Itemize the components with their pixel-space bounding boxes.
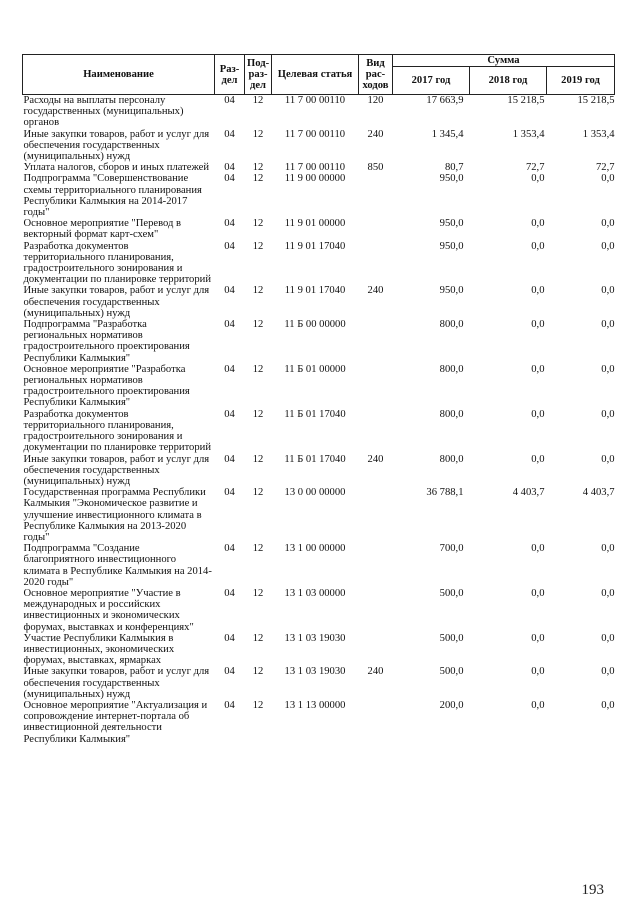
row-sum-2018: 0,0	[531, 319, 545, 331]
row-sum-2018: 0,0	[531, 408, 545, 420]
header-podrazdel: Под-раз-дел	[245, 55, 272, 95]
row-name: Разработка документов территориального планирования, градостроительного зонирования и документации по планировке территорий	[23, 240, 211, 286]
row-target-article: 11 7 00 00110	[284, 95, 346, 106]
header-vid: Вид рас-ходов	[359, 55, 393, 95]
row-razdel: 04	[224, 587, 235, 599]
row-name: Основное мероприятие "Перевод в векторный формат карт-схем"	[23, 218, 182, 241]
row-sum-2019: 0,0	[601, 363, 615, 375]
row-name: Подпрограмма "Разработка региональных нормативов градостроительного проектирования Республики Калмыкия"	[23, 319, 190, 364]
row-sum-2019: 0,0	[601, 218, 615, 230]
row-sum-2017: 800,0	[439, 453, 464, 465]
row-expense-type	[359, 633, 393, 667]
row-target-article: 11 9 00 00000	[284, 173, 346, 185]
header-year-2019: 2019 год	[547, 67, 615, 95]
row-podrazdel: 12	[252, 162, 264, 174]
row-target-article: 11 7 00 00110	[284, 128, 346, 140]
table-row	[23, 162, 615, 173]
row-podrazdel: 12	[252, 632, 264, 644]
row-expense-type	[359, 319, 393, 364]
row-target-article: 11 Б 01 17040	[284, 453, 346, 465]
row-razdel: 04	[224, 543, 235, 555]
row-sum-2017: 950,0	[439, 285, 464, 297]
row-razdel: 04	[224, 363, 235, 375]
row-razdel: 04	[224, 128, 235, 140]
row-name: Участие Республики Калмыкия в инвестиционных, экономических форумах, выставках, ярмарках	[23, 632, 175, 667]
row-name: Подпрограмма "Совершенствование схемы территориального планирования Республики Калмыкия на 2014-2017 годы"	[23, 173, 202, 219]
row-expense-type	[359, 409, 393, 454]
row-sum-2019: 0,0	[601, 408, 615, 420]
row-target-article: 11 Б 00 00000	[284, 319, 346, 331]
row-sum-2017: 950,0	[439, 240, 464, 252]
table-row	[23, 588, 615, 633]
row-target-article: 13 1 00 00000	[284, 543, 346, 555]
table-row	[23, 364, 615, 409]
header-year-2018: 2018 год	[470, 67, 547, 95]
row-sum-2017: 36 788,1	[426, 487, 464, 499]
row-expense-type: 240	[367, 666, 384, 678]
row-expense-type	[359, 218, 393, 240]
table-row	[23, 319, 615, 364]
row-razdel: 04	[224, 487, 235, 499]
table-row	[23, 129, 615, 163]
row-name: Основное мероприятие "Актуализация и сопровождение интернет-портала об инвестиционной деятельности Республики Калмыкия"	[23, 699, 208, 745]
row-target-article: 13 1 03 19030	[284, 632, 346, 644]
row-sum-2018: 0,0	[531, 453, 545, 465]
table-row	[23, 285, 615, 319]
row-sum-2019: 72,7	[595, 162, 615, 174]
row-expense-type	[359, 364, 393, 409]
row-podrazdel: 12	[252, 453, 264, 465]
row-podrazdel: 12	[252, 487, 264, 499]
row-razdel: 04	[224, 408, 235, 420]
row-name: Подпрограмма "Создание благоприятного инвестиционного климата в Республике Калмыкия на 2014-2020 годы"	[23, 543, 212, 588]
header-razdel: Раз-дел	[215, 55, 245, 95]
row-target-article: 11 9 01 00000	[284, 218, 346, 230]
header-name: Наименование	[23, 55, 215, 95]
row-sum-2018: 0,0	[531, 363, 545, 375]
row-sum-2019: 0,0	[601, 632, 615, 644]
row-podrazdel: 12	[252, 285, 264, 297]
row-sum-2019: 1 353,4	[582, 128, 615, 140]
row-target-article: 13 1 03 00000	[284, 587, 346, 599]
row-target-article: 13 1 13 00000	[284, 699, 346, 711]
table-row	[23, 700, 615, 745]
row-target-article: 11 Б 01 00000	[284, 363, 346, 375]
row-name: Иные закупки товаров, работ и услуг для обеспечения государственных (муниципальных) нужд	[23, 453, 210, 487]
table-row	[23, 241, 615, 286]
header-sum: Сумма	[393, 55, 615, 67]
row-sum-2017: 17 663,9	[426, 95, 464, 106]
table-row	[23, 454, 615, 488]
row-name: Расходы на выплаты персоналу государственных (муниципальных) органов	[23, 95, 184, 129]
row-expense-type: 240	[367, 453, 384, 465]
row-name: Иные закупки товаров, работ и услуг для обеспечения государственных (муниципальных) нужд	[23, 128, 210, 163]
row-sum-2018: 0,0	[531, 240, 545, 252]
row-target-article: 11 9 01 17040	[284, 285, 346, 297]
row-razdel: 04	[224, 632, 235, 644]
row-name: Разработка документов территориального планирования, градостроительного зонирования и документации по планировке территорий	[23, 408, 211, 454]
row-expense-type	[359, 700, 393, 745]
row-podrazdel: 12	[252, 699, 264, 711]
row-sum-2019: 0,0	[601, 543, 615, 555]
row-sum-2019: 0,0	[601, 453, 615, 465]
row-sum-2018: 0,0	[531, 218, 545, 230]
row-sum-2019: 0,0	[601, 285, 615, 297]
row-expense-type	[359, 173, 393, 218]
row-sum-2017: 800,0	[439, 408, 464, 420]
row-podrazdel: 12	[252, 408, 264, 420]
table-row	[23, 633, 615, 667]
page-number: 193	[581, 882, 604, 898]
row-expense-type	[359, 241, 393, 286]
row-sum-2018: 0,0	[531, 173, 545, 185]
row-name: Иные закупки товаров, работ и услуг для обеспечения государственных (муниципальных) нужд	[23, 666, 210, 700]
row-razdel: 04	[224, 162, 235, 174]
row-name: Основное мероприятие "Разработка региональных нормативов градостроительного проектирования Республики Калмыкия"	[23, 363, 190, 409]
row-podrazdel: 12	[252, 128, 264, 140]
row-podrazdel: 12	[252, 319, 264, 331]
row-razdel: 04	[224, 453, 235, 465]
table-row	[23, 487, 615, 543]
row-sum-2017: 950,0	[439, 173, 464, 185]
row-sum-2017: 700,0	[439, 543, 464, 555]
row-razdel: 04	[224, 173, 235, 185]
row-sum-2019: 0,0	[601, 699, 615, 711]
header-year-2017: 2017 год	[393, 67, 470, 95]
row-sum-2017: 950,0	[439, 218, 464, 230]
row-podrazdel: 12	[252, 95, 264, 106]
row-target-article: 13 1 03 19030	[284, 666, 346, 678]
table-row	[23, 409, 615, 454]
row-sum-2019: 0,0	[601, 319, 615, 331]
row-name: Иные закупки товаров, работ и услуг для обеспечения государственных (муниципальных) нужд	[23, 285, 210, 319]
row-sum-2017: 800,0	[439, 319, 464, 331]
table-row	[23, 543, 615, 588]
row-expense-type: 850	[367, 162, 384, 174]
row-target-article: 11 7 00 00110	[284, 162, 346, 174]
row-razdel: 04	[224, 95, 235, 106]
row-sum-2018: 0,0	[531, 699, 545, 711]
row-sum-2017: 500,0	[439, 632, 464, 644]
row-sum-2017: 80,7	[444, 162, 464, 174]
row-expense-type: 240	[367, 285, 384, 297]
row-podrazdel: 12	[252, 240, 264, 252]
row-sum-2019: 0,0	[601, 666, 615, 678]
row-expense-type	[359, 588, 393, 633]
row-sum-2018: 0,0	[531, 543, 545, 555]
header-target: Целевая статья	[272, 55, 359, 95]
row-sum-2018: 15 218,5	[507, 95, 545, 106]
row-razdel: 04	[224, 218, 235, 230]
row-razdel: 04	[224, 285, 235, 297]
row-sum-2017: 800,0	[439, 363, 464, 375]
budget-table	[22, 54, 615, 745]
row-sum-2018: 4 403,7	[512, 487, 545, 499]
row-expense-type: 120	[367, 95, 384, 106]
row-name: Основное мероприятие "Участие в международных и российских инвестиционных и экономических форумах, выставках и конференциях"	[23, 587, 194, 633]
row-sum-2019: 0,0	[601, 240, 615, 252]
row-podrazdel: 12	[252, 543, 264, 555]
row-target-article: 13 0 00 00000	[284, 487, 346, 499]
row-razdel: 04	[224, 319, 235, 331]
row-sum-2018: 1 353,4	[512, 128, 545, 140]
row-sum-2019: 15 218,5	[577, 95, 615, 106]
row-expense-type: 240	[367, 128, 384, 140]
row-sum-2019: 0,0	[601, 173, 615, 185]
row-target-article: 11 Б 01 17040	[284, 408, 346, 420]
row-sum-2018: 0,0	[531, 587, 545, 599]
row-expense-type	[359, 543, 393, 588]
row-razdel: 04	[224, 240, 235, 252]
table-row	[23, 666, 615, 700]
row-podrazdel: 12	[252, 173, 264, 185]
table-row	[23, 173, 615, 218]
row-expense-type	[359, 487, 393, 543]
row-podrazdel: 12	[252, 587, 264, 599]
row-sum-2018: 0,0	[531, 285, 545, 297]
row-podrazdel: 12	[252, 666, 264, 678]
row-razdel: 04	[224, 666, 235, 678]
row-name: Государственная программа Республики Калмыкия "Экономическое развитие и улучшение инвестиционного климата в Республике Калмыкия на 2013-2020 годы"	[23, 487, 206, 543]
row-sum-2017: 500,0	[439, 587, 464, 599]
row-sum-2018: 0,0	[531, 632, 545, 644]
row-sum-2018: 0,0	[531, 666, 545, 678]
row-sum-2019: 0,0	[601, 587, 615, 599]
row-sum-2017: 500,0	[439, 666, 464, 678]
table-row	[23, 218, 615, 240]
row-podrazdel: 12	[252, 218, 264, 230]
row-sum-2017: 200,0	[439, 699, 464, 711]
budget-table-body	[23, 95, 615, 745]
row-target-article: 11 9 01 17040	[284, 240, 346, 252]
row-sum-2017: 1 345,4	[431, 128, 464, 140]
row-sum-2019: 4 403,7	[582, 487, 615, 499]
row-podrazdel: 12	[252, 363, 264, 375]
table-row	[23, 95, 615, 129]
row-name: Уплата налогов, сборов и иных платежей	[23, 162, 210, 174]
row-sum-2018: 72,7	[525, 162, 545, 174]
row-razdel: 04	[224, 699, 235, 711]
